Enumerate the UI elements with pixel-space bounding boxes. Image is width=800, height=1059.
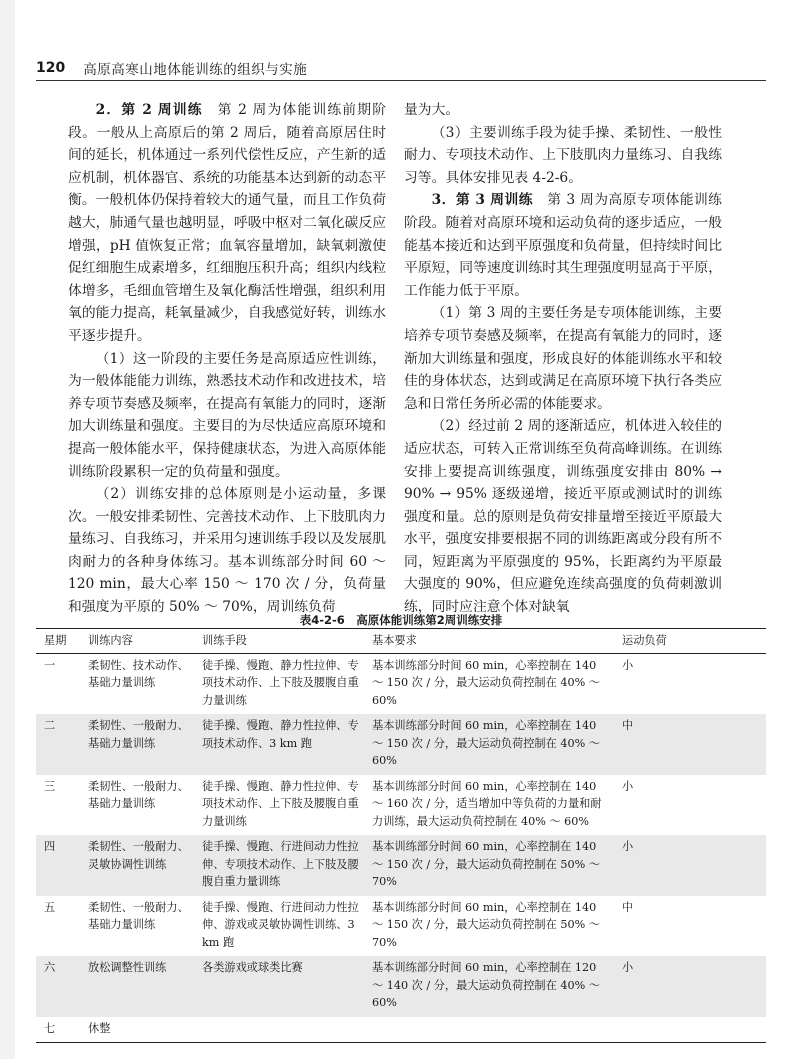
paragraph-week3-task: （1）第 3 周的主要任务是专项体能训练，主要培养专项节奏感及频率，在提高有氧能力的同时，逐渐加大训练量和强度，形成良好的体能训练水平和较佳的身体状态，达到或满足在高原环境下执行各类应急和日常任务所必需的体能要求。 <box>404 305 722 412</box>
cell-means: 徒手操、慢跑、行进间动力性拉伸、专项技术动作、上下肢及腰腹自重力量训练 <box>194 835 364 896</box>
header-load: 运动负荷 <box>614 629 766 654</box>
cell-day: 六 <box>36 956 80 1017</box>
cell-load: 中 <box>614 714 766 775</box>
table-row <box>36 775 766 836</box>
header-requirement: 基本要求 <box>364 629 614 654</box>
cell-day: 一 <box>44 658 56 672</box>
cell-day: 二 <box>36 714 80 775</box>
cell-requirement: 基本训练部分时间 60 min，心率控制在 140 ～ 150 次 / 分，最大运动负荷控制在 50% ～ 70% <box>364 835 614 896</box>
header-content: 训练内容 <box>80 629 194 654</box>
table-row <box>36 896 766 957</box>
table-row <box>36 653 766 714</box>
page-gutter <box>0 0 15 1059</box>
paragraph-week2-task: （1）这一阶段的主要任务是高原适应性训练，为一般体能能力训练，熟悉技术动作和改进技术，培养专项节奏感及频率，在提高有氧能力的同时，逐渐加大训练量和强度。主要目的为尽快适应高原环境和提高一般体能水平，保持健康状态，为进入高原体能训练阶段累积一定的负荷量和强度。 <box>68 350 386 480</box>
cell-requirement: 基本训练部分时间 60 min，心率控制在 140 ～ 150 次 / 分，最大运动负荷控制在 40% ～ 60% <box>364 714 614 775</box>
header-rule <box>36 80 766 81</box>
cell-content: 柔韧性、技术动作、基础力量训练 <box>88 658 189 689</box>
cell-means: 徒手操、慢跑、静力性拉伸、专项技术动作、上下肢及腰腹自重力量训练 <box>202 658 359 707</box>
cell-requirement <box>364 1017 614 1043</box>
paragraph-text: 第 3 周为高原专项体能训练阶段。随着对高原环境和运动负荷的逐步适应，一般能基本接近和达到平原强度和负荷量，但持续时间比平原短，同等速度训练时其生理强度明显高于平原，工作能力低于平原。 <box>404 192 722 299</box>
paragraph-week2-means: （3）主要训练手段为徒手操、柔韧性、一般性耐力、专项技术动作、上下肢肌肉力量练习、自我练习等。具体安排见表 4-2-6。 <box>404 124 722 186</box>
running-title: 高原高寒山地体能训练的组织与实施 <box>83 62 308 78</box>
cell-content: 柔韧性、一般耐力、灵敏协调性训练 <box>80 835 194 896</box>
training-schedule-table <box>36 628 766 1043</box>
cell-day: 五 <box>44 900 56 914</box>
paragraph-week3-principle: （2）经过前 2 周的逐渐适应，机体进入较佳的适应状态，可转入正常训练至负荷高峰训练。在训练安排上要提高训练强度，训练强度安排由 80% → 90% → 95% 逐级递增，接近平原或测试时的训练强度和量。总的原则是负荷安排量增至接近平原最大水平，强度安排要根据不同的训练距离或分段有所不同，短距离为平原强度的 95%，长距离约为平原最大强度的 90%，但应避免连续高强度的负荷刺激训练，同时应注意个体对缺氧 <box>404 418 722 616</box>
cell-load: 小 <box>622 779 634 793</box>
cell-means: 徒手操、慢跑、静力性拉伸、专项技术动作、上下肢及腰腹自重力量训练 <box>202 779 359 828</box>
cell-means <box>194 1017 364 1043</box>
cell-day: 七 <box>36 1017 80 1043</box>
table-caption: 表4-2-6 高原体能训练第2周训练安排 <box>299 613 503 627</box>
paragraph-week2-intro <box>68 99 386 348</box>
header-day: 星期 <box>36 629 80 654</box>
right-column <box>404 99 722 616</box>
cell-requirement: 基本训练部分时间 60 min，心率控制在 140 ～ 150 次 / 分，最大运动负荷控制在 50% ～ 70% <box>372 900 600 949</box>
section-heading-week3: 3．第 3 周训练 <box>431 192 533 209</box>
cell-load <box>614 1017 766 1043</box>
cell-means: 徒手操、慢跑、静力性拉伸、专项技术动作、3 km 跑 <box>194 714 364 775</box>
cell-requirement: 基本训练部分时间 60 min，心率控制在 140 ～ 160 次 / 分，适当增加中等负荷的力量和耐力训练，最大运动负荷控制在 40% ～ 60% <box>372 779 602 828</box>
paragraph-continuation: 量为大。 <box>404 102 460 118</box>
table-row <box>36 835 766 896</box>
section-heading-week2: 2．第 2 周训练 <box>95 102 203 118</box>
page-number: 120 <box>36 60 66 76</box>
paragraph-text: 第 2 周为体能训练前期阶段。一般从上高原后的第 2 周后，随着高原居住时间的延长，机体通过一系列代偿性反应，产生新的适应机制，机体器官、系统的功能基本达到新的动态平衡。一般机体仍保持着较大的通气量，而且工作负荷越大，肺通气量也越明显，呼吸中枢对二氧化碳反应增强，pH 值恢复正常；血氧容量增加，缺氧刺激使促红细胞生成素增多，红细胞压积升高；组织内线粒体增多，毛细血管增生及氧化酶活性增强，组织利用氧的能力提高，耗氧量减少，自我感觉好转，训练水平逐步提升。 <box>68 102 386 344</box>
cell-means: 徒手操、慢跑、行进间动力性拉伸、游戏或灵敏协调性训练、3 km 跑 <box>202 900 359 949</box>
cell-day: 四 <box>36 835 80 896</box>
cell-means: 各类游戏或球类比赛 <box>194 956 364 1017</box>
cell-load: 小 <box>614 835 766 896</box>
cell-content: 柔韧性、一般耐力、基础力量训练 <box>80 714 194 775</box>
cell-load: 小 <box>614 956 766 1017</box>
cell-requirement: 基本训练部分时间 60 min，心率控制在 120 ～ 140 次 / 分，最大运动负荷控制在 40% ～ 60% <box>364 956 614 1017</box>
cell-requirement: 基本训练部分时间 60 min，心率控制在 140 ～ 150 次 / 分，最大运动负荷控制在 40% ～ 60% <box>372 658 600 707</box>
cell-load: 小 <box>622 658 634 672</box>
cell-load: 中 <box>622 900 634 914</box>
left-column <box>68 99 386 616</box>
table-row <box>36 714 766 775</box>
page-header <box>36 58 766 78</box>
cell-content: 放松调整性训练 <box>80 956 194 1017</box>
cell-content: 休整 <box>80 1017 194 1043</box>
paragraph-week3-intro <box>404 189 722 302</box>
table-row <box>36 1017 766 1043</box>
header-means: 训练手段 <box>194 629 364 654</box>
cell-content: 柔韧性、一般耐力、基础力量训练 <box>88 779 189 810</box>
paragraph-week2-principle: （2）训练安排的总体原则是小运动量，多课次。一般安排柔韧性、完善技术动作、上下肢肌肉力量练习、自我练习，并采用匀速训练手段以及发展肌肉耐力的各种身体练习。基本训练部分时间 60 ～ 120 min，最大心率 150 ～ 170 次 / 分，负荷量和强度为平原的 50% ～ 70%，周训练负荷 <box>68 486 386 616</box>
table-header-row <box>36 629 766 654</box>
cell-content: 柔韧性、一般耐力、基础力量训练 <box>88 900 189 931</box>
table-row <box>36 956 766 1017</box>
cell-day: 三 <box>44 779 56 793</box>
